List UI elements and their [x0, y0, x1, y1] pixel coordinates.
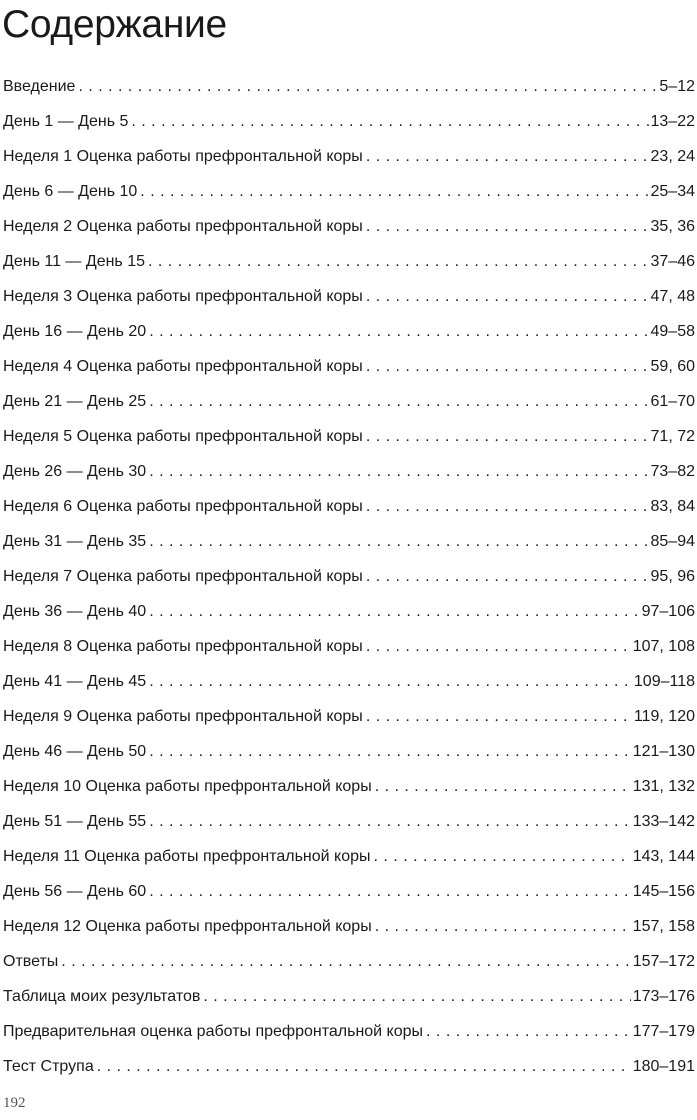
dot-leader: [97, 1055, 631, 1079]
toc-entry-label: Введение: [3, 78, 76, 95]
toc-entry: [3, 75, 695, 110]
toc-entry: [3, 670, 695, 705]
dot-leader: [149, 390, 648, 414]
toc-entry: [3, 250, 695, 285]
toc-entry: [3, 145, 695, 180]
toc-entry-label: Неделя 12 Оценка работы префронтальной коры: [3, 918, 372, 935]
toc-entry: [3, 845, 695, 880]
toc-entry: [3, 600, 695, 635]
page-title: Содержание: [2, 3, 227, 46]
toc-entry: [3, 320, 695, 355]
dot-leader: [149, 670, 632, 694]
toc-entry-pages: 177–179: [632, 1023, 695, 1040]
dot-leader: [149, 460, 648, 484]
toc-entry-label: Тест Струпа: [3, 1058, 94, 1075]
dot-leader: [203, 985, 630, 1009]
toc-entry: [3, 425, 695, 460]
toc-entry-pages: 143, 144: [632, 848, 695, 865]
dot-leader: [426, 1020, 631, 1044]
toc-entry-label: Неделя 5 Оценка работы префронтальной коры: [3, 428, 363, 445]
dot-leader: [149, 740, 631, 764]
toc-entry-label: Неделя 2 Оценка работы префронтальной коры: [3, 218, 363, 235]
page-number: 192: [3, 1095, 26, 1111]
dot-leader: [366, 285, 649, 309]
toc-entry-label: День 16 — День 20: [3, 323, 147, 340]
toc-entry-pages: 35, 36: [650, 218, 695, 235]
toc-entry-label: День 21 — День 25: [3, 393, 147, 410]
toc-entry: [3, 1020, 695, 1055]
toc-entry: [3, 355, 695, 390]
dot-leader: [366, 565, 649, 589]
dot-leader: [61, 950, 630, 974]
toc-entry: [3, 495, 695, 530]
dot-leader: [131, 110, 648, 134]
dot-leader: [149, 810, 631, 834]
dot-leader: [366, 425, 649, 449]
toc-entry-pages: 13–22: [650, 113, 695, 130]
toc-entry: [3, 915, 695, 950]
toc-entry: [3, 530, 695, 565]
toc-entry-label: Неделя 1 Оценка работы префронтальной коры: [3, 148, 363, 165]
toc-entry: [3, 565, 695, 600]
toc-entry: [3, 285, 695, 320]
toc-entry-pages: 180–191: [632, 1058, 695, 1075]
toc-entry: [3, 880, 695, 915]
toc-entry-pages: 47, 48: [650, 288, 695, 305]
dot-leader: [375, 915, 631, 939]
toc-entry-pages: 107, 108: [632, 638, 695, 655]
toc-entry: [3, 215, 695, 250]
toc-entry: [3, 740, 695, 775]
toc-entry-label: Неделя 8 Оценка работы префронтальной коры: [3, 638, 363, 655]
toc-entry-label: День 26 — День 30: [3, 463, 147, 480]
toc-entry-pages: 157–172: [632, 953, 695, 970]
toc-entry: [3, 460, 695, 495]
toc-entry-label: День 11 — День 15: [3, 253, 145, 270]
toc-entry-label: Неделя 3 Оценка работы префронтальной коры: [3, 288, 363, 305]
toc-entry-label: День 46 — День 50: [3, 743, 147, 760]
dot-leader: [140, 180, 648, 204]
dot-leader: [149, 600, 639, 624]
toc-entry-pages: 131, 132: [632, 778, 695, 795]
toc-entry-pages: 49–58: [650, 323, 695, 340]
toc-entry-label: Неделя 9 Оценка работы префронтальной коры: [3, 708, 363, 725]
dot-leader: [149, 530, 648, 554]
toc-entry: [3, 180, 695, 215]
toc-entry-pages: 95, 96: [650, 568, 695, 585]
toc-entry-pages: 133–142: [632, 813, 695, 830]
dot-leader: [149, 880, 631, 904]
toc-entry-label: Неделя 10 Оценка работы префронтальной коры: [3, 778, 372, 795]
toc-entry-pages: 157, 158: [632, 918, 695, 935]
toc-entry-label: Неделя 11 Оценка работы префронтальной коры: [3, 848, 371, 865]
toc-entry: [3, 390, 695, 425]
toc-entry-pages: 173–176: [632, 988, 695, 1005]
toc-entry: [3, 635, 695, 670]
toc-entry-label: День 56 — День 60: [3, 883, 147, 900]
dot-leader: [149, 320, 648, 344]
dot-leader: [366, 635, 631, 659]
dot-leader: [366, 355, 649, 379]
toc-entry-pages: 59, 60: [650, 358, 695, 375]
toc-entry-pages: 71, 72: [650, 428, 695, 445]
toc-entry-pages: 83, 84: [650, 498, 695, 515]
toc-entry-label: День 1 — День 5: [3, 113, 129, 130]
toc-entry: [3, 775, 695, 810]
toc-entry: [3, 985, 695, 1020]
toc-entry-pages: 73–82: [650, 463, 695, 480]
toc-entry-label: Таблица моих результатов: [3, 988, 201, 1005]
toc-entry-label: Неделя 7 Оценка работы префронтальной коры: [3, 568, 363, 585]
toc-entry-label: День 36 — День 40: [3, 603, 147, 620]
dot-leader: [374, 845, 631, 869]
toc-entry-pages: 61–70: [650, 393, 695, 410]
toc-entry-pages: 119, 120: [633, 708, 695, 725]
table-of-contents: [3, 75, 695, 1090]
toc-entry-label: Неделя 6 Оценка работы префронтальной коры: [3, 498, 363, 515]
toc-entry: [3, 705, 695, 740]
toc-entry-label: День 6 — День 10: [3, 183, 138, 200]
dot-leader: [148, 250, 649, 274]
dot-leader: [366, 145, 649, 169]
dot-leader: [366, 705, 632, 729]
toc-entry: [3, 810, 695, 845]
toc-entry-label: Неделя 4 Оценка работы префронтальной коры: [3, 358, 363, 375]
toc-entry-label: Предварительная оценка работы префронтальной коры: [3, 1023, 424, 1040]
toc-entry: [3, 950, 695, 985]
dot-leader: [366, 495, 649, 519]
dot-leader: [78, 75, 657, 99]
toc-entry-pages: 23, 24: [650, 148, 695, 165]
toc-entry-label: Ответы: [3, 953, 59, 970]
toc-entry-pages: 121–130: [632, 743, 695, 760]
toc-entry-pages: 97–106: [641, 603, 695, 620]
dot-leader: [375, 775, 631, 799]
toc-entry-pages: 109–118: [633, 673, 695, 690]
toc-entry-label: День 41 — День 45: [3, 673, 147, 690]
toc-entry-pages: 145–156: [632, 883, 695, 900]
dot-leader: [366, 215, 649, 239]
toc-entry: [3, 110, 695, 145]
toc-entry-pages: 5–12: [659, 78, 695, 95]
toc-entry-label: День 51 — День 55: [3, 813, 147, 830]
toc-entry: [3, 1055, 695, 1090]
toc-entry-label: День 31 — День 35: [3, 533, 147, 550]
toc-entry-pages: 37–46: [650, 253, 695, 270]
toc-entry-pages: 25–34: [650, 183, 695, 200]
toc-entry-pages: 85–94: [650, 533, 695, 550]
